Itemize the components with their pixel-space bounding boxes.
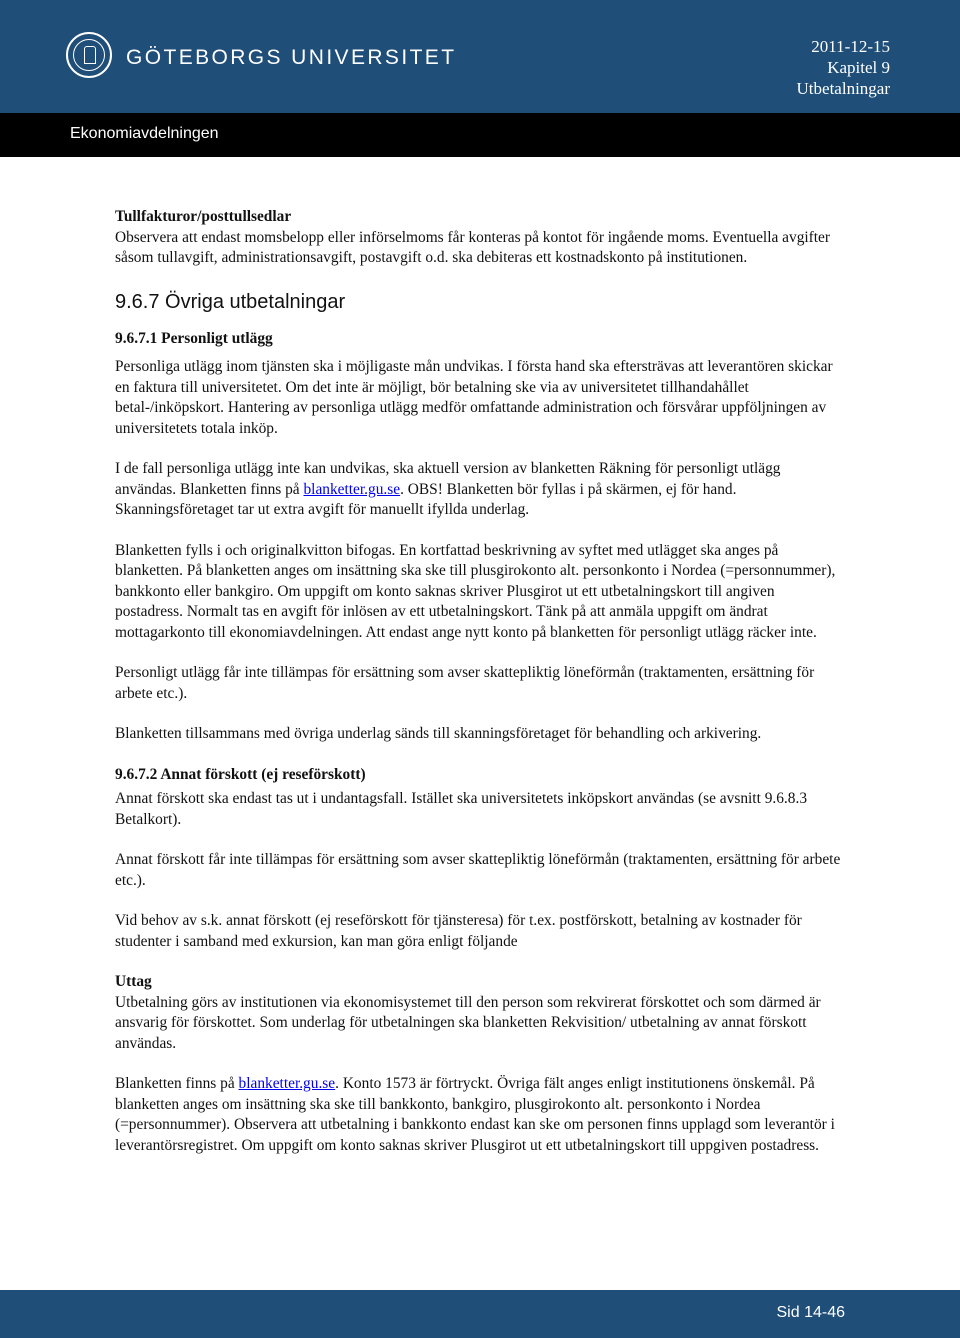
paragraph-advance-exception: Annat förskott ska endast tas ut i undantagsfall. Istället ska universitetets inköpskort användas (se avsnitt 9.6.8.3 Betalkort). — [115, 790, 808, 828]
paragraph-text: . Konto 1573 är förtryckt. Övriga fält anges enligt institutionens önskemål. På blanketten anges om insättning ska ske till bankkonto, bankgiro, plusgirokonto alt. personkonto i Nordea (=personnummer). Observera att utbetalning i bankkonto endast kan ske om personen finns upplagd som leverantör i leverantörsregistret. Om uppgift om konto saknas skriver Plusgirot ut ett utbetalningskort till uppgiven postadress. — [115, 1075, 835, 1154]
paragraph-text: I de fall personliga utlägg inte kan undvikas, ska aktuell version av blanketten Räkning för personligt utlägg användas. Blanketten finns på — [115, 460, 781, 498]
paragraph-advance-form — [115, 1074, 845, 1156]
paragraph-taxable-note: Personligt utlägg får inte tillämpas för ersättning som avser skattepliktig löneförmån (traktamenten, ersättning för arbete etc.). — [115, 664, 815, 702]
subsection-heading-9671: 9.6.7.1 Personligt utlägg — [115, 329, 273, 347]
header-chapter: Kapitel 9 — [827, 58, 890, 77]
tull-paragraph: Observera att endast momsbelopp eller införselmoms får konteras på kontot för ingående moms. Eventuella avgifter såsom tullavgift, administrationsavgift, postavgift o.d. ska debiteras ett kostnadskonto på institutionen. — [115, 228, 831, 266]
paragraph-advance-procedure: Vid behov av s.k. annat förskott (ej reseförskott för tjänsteresa) för t.ex. postförskott, betalning av kostnader för studenter i samband med exkursion, kan man göra enligt följande — [115, 912, 802, 950]
paragraph-form-instructions: Blanketten fylls i och originalkvitton bifogas. En kortfattad beskrivning av syftet med utlägget ska anges på blanketten. På blanketten anges om insättning ska ske till plusgirokonto alt. personkonto i Nordea (=personnummer), bankkonto eller bankgiro. Om uppgift om konto saknas skriver Plusgirot ut ett utbetalningskort till angiven postadress. Normalt tas en avgift för inlösen av ett utbetalningskort. Tänk på att anmäla uppgift om ändrat mottagarkonto till ekonomiavdelningen. Att endast ange nytt konto på blanketten för personligt utlägg räcker inte. — [115, 541, 836, 641]
blanketter-link[interactable]: blanketter.gu.se — [238, 1075, 336, 1092]
paragraph-personal-expense-intro: Personliga utlägg inom tjänsten ska i möjligaste mån undvikas. I första hand ska eftersträvas att leverantören skickar en faktura till universitetet. Om det inte är möjligt, bör betalning ske via av universitetet tillhandahållet betal-/inköpskort. Hantering av personliga utlägg medför omfattande administration och försvårar uppföljningen av universitetets totala inköp. — [115, 358, 833, 437]
university-seal-icon — [66, 32, 112, 78]
page-footer — [0, 1290, 960, 1338]
header-meta — [797, 36, 890, 99]
paragraph-scanning: Blanketten tillsammans med övriga underlag sänds till skanningsföretaget för behandling och arkivering. — [115, 725, 762, 742]
paragraph-advance-taxable: Annat förskott får inte tillämpas för ersättning som avser skattepliktig löneförmån (traktamenten, ersättning för arbete etc.). — [115, 851, 841, 889]
paragraph-text: Blanketten finns på — [115, 1075, 239, 1092]
department-bar — [0, 113, 960, 157]
header-section: Utbetalningar — [796, 79, 890, 98]
blanketter-link[interactable]: blanketter.gu.se — [303, 480, 401, 498]
tull-heading: Tullfakturor/posttullsedlar — [115, 208, 292, 225]
header-date: 2011-12-15 — [811, 37, 890, 56]
uttag-heading: Uttag — [115, 973, 152, 990]
page-header — [0, 0, 960, 113]
page-number: Sid 14-46 — [776, 1304, 845, 1321]
paragraph-uttag: Utbetalning görs av institutionen via ekonomisystemet till den person som rekvirerat förskottet och som därmed är ansvarig för förskottet. Som underlag för utbetalningen ska blanketten Rekvisition/ utbetalning av annat förskott användas. — [115, 993, 821, 1052]
section-heading-967: 9.6.7 Övriga utbetalningar — [115, 290, 346, 313]
paragraph-text: . OBS! Blanketten bör fyllas i på skärmen, ej för hand. Skanningsföretaget tar ut extra avgift för manuellt ifyllda underlag. — [115, 480, 737, 518]
department-name: Ekonomiavdelningen — [70, 125, 219, 142]
subsection-heading-9672: 9.6.7.2 Annat förskott (ej reseförskott) — [115, 765, 366, 783]
document-body — [115, 207, 845, 1176]
university-logo-text: GÖTEBORGS UNIVERSITET — [126, 46, 457, 69]
paragraph-form-reference — [115, 459, 845, 521]
